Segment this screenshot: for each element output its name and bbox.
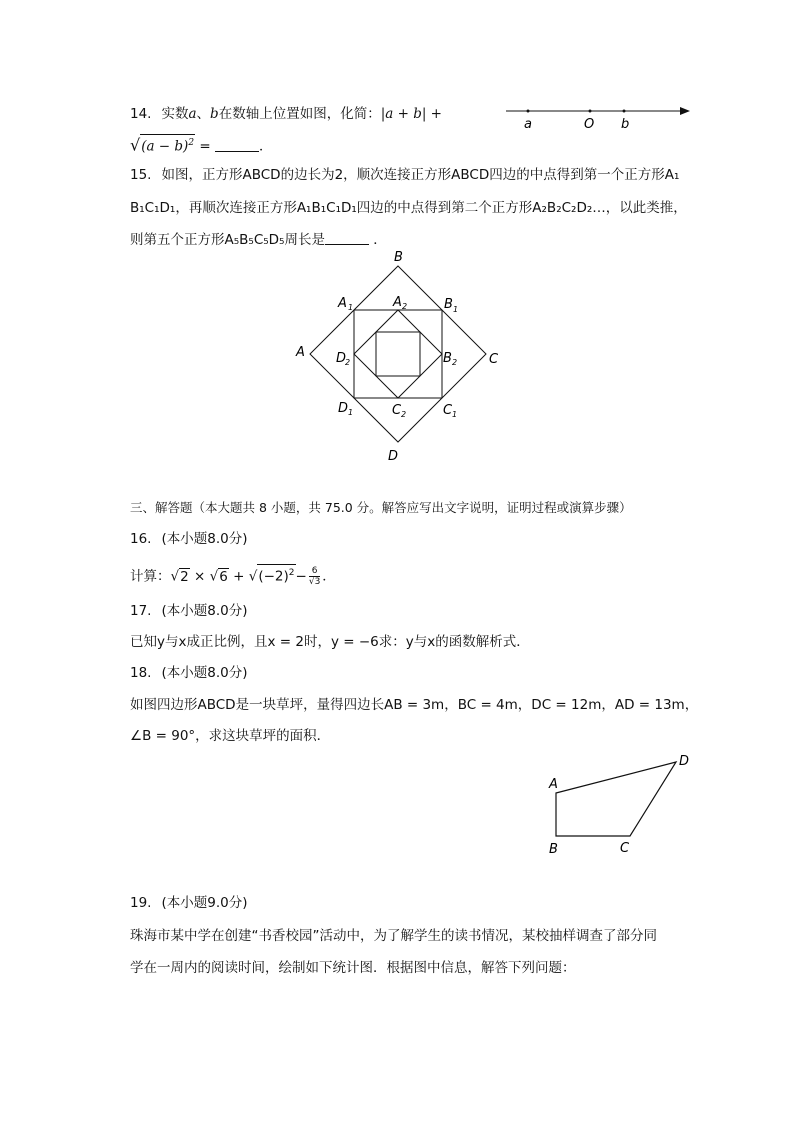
label-A1-sub: 1 — [348, 303, 354, 312]
quad-abcd — [556, 762, 676, 836]
label-b: b — [621, 117, 630, 132]
q14-end: ． — [258, 138, 273, 155]
q19-line2-text: 学在一周内的阅读时间，绘制如下统计图．根据图中信息，解答下列问题： — [130, 960, 576, 976]
label-D2-sub: 2 — [345, 358, 351, 367]
q14-radical — [140, 134, 195, 155]
q14-var-b: b — [210, 106, 219, 122]
q17-header — [130, 601, 248, 621]
q19-number: 19. — [130, 895, 152, 911]
label-B1: B — [444, 297, 453, 312]
label-C2-sub: 2 — [401, 410, 407, 419]
q16-frac-num: 6 — [309, 566, 320, 577]
label-A: A — [296, 345, 305, 360]
q14-sep: 、 — [196, 106, 211, 122]
q16-frac-den: 3 — [314, 577, 321, 587]
section-3-title-text: 三、解答题（本大题共 8 小题，共 75.0 分。解答应写出文字说明，证明过程或演算步骤） — [130, 500, 632, 515]
q14-answer-blank — [215, 139, 259, 152]
q18-line2 — [130, 726, 330, 746]
q16-exp: 2 — [288, 568, 295, 578]
q14-text-b: 在数轴上位置如图，化简： — [218, 106, 381, 122]
point-a — [527, 110, 530, 113]
label-o: O — [584, 117, 595, 132]
q14-text-a: 实数 — [161, 106, 189, 122]
q15-line2-text: B₁C₁D₁，再顺次连接正方形A₁B₁C₁D₁四边的中点得到第二个正方形A₂B₂C₂D₂…，以此类推， — [130, 200, 687, 216]
q18-number: 18. — [130, 665, 152, 681]
q16-minus: − — [295, 568, 307, 585]
label-C1: C — [443, 403, 453, 418]
q16-end: ． — [322, 568, 336, 585]
label-B: B — [394, 250, 403, 265]
label-D1-sub: 1 — [348, 408, 354, 417]
q18-score: (本小题8.0分) — [161, 665, 248, 681]
label-D: D — [388, 449, 399, 464]
label-B1-sub: 1 — [453, 305, 459, 314]
square-a2b2c2d2 — [354, 310, 442, 398]
q18-quadrilateral-figure — [540, 750, 700, 860]
q15-line3-end: ． — [373, 232, 387, 248]
section-3-title — [130, 498, 632, 518]
label-A2-sub: 2 — [402, 302, 408, 311]
point-o — [589, 110, 592, 113]
q16-prefix: 计算： — [130, 568, 171, 585]
q15-line1 — [130, 165, 679, 185]
label-C: C — [489, 352, 499, 367]
q18-line2-text: ∠B = 90°，求这块草坪的面积． — [130, 728, 331, 744]
q16-times: × — [194, 568, 206, 585]
q15-line2 — [130, 198, 687, 218]
label-D2: D — [336, 351, 347, 366]
q15-answer-blank — [325, 232, 369, 245]
q16-expression: 计算：$√2 \times √6 + √(-2)^2-$ $\frac{6}{√3}$ ． — [130, 566, 336, 587]
label-B2-sub: 2 — [452, 358, 458, 367]
q15-number: 15. — [130, 167, 152, 183]
q16-r1: 2 — [180, 568, 189, 585]
label-A1: A — [338, 296, 347, 311]
square-a1b1c1d1 — [354, 310, 442, 398]
q16-number: 16. — [130, 531, 152, 547]
q17-score: (本小题8.0分) — [161, 603, 248, 619]
q15-line3-text: 则第五个正方形A₅B₅C₅D₅周长是 — [130, 232, 325, 248]
q14-exp: 2 — [188, 138, 195, 148]
point-b — [623, 110, 626, 113]
label-A2: A — [393, 295, 402, 310]
q16-score: (本小题8.0分) — [161, 531, 248, 547]
q19-score: (本小题9.0分) — [161, 895, 248, 911]
q14-var-a: a — [188, 106, 197, 122]
q14-eq: = — [199, 138, 211, 155]
q19-header — [130, 893, 248, 913]
q17-text-content: 已知y与x成正比例，且x = 2时，y = −6求：y与x的函数解析式． — [130, 634, 530, 650]
q16-fraction: $\frac{6}{√3}$ — [308, 566, 321, 587]
q19-line1 — [130, 926, 657, 946]
label-C2: C — [392, 403, 402, 418]
q18-label-A: A — [549, 777, 558, 792]
q15-line1-text: 如图，正方形ABCD的边长为2，顺次连接正方形ABCD四边的中点得到第一个正方形A₁ — [161, 167, 680, 183]
q14-expr1: |a + b| + — [380, 106, 442, 122]
q14-line2: $√(a - b)^2$ = ． — [130, 135, 273, 155]
q14-number-line — [500, 100, 700, 132]
q19-line2 — [130, 958, 576, 978]
q18-label-D: D — [679, 754, 690, 769]
label-D1: D — [338, 401, 349, 416]
square-a3b3c3d3 — [376, 332, 420, 376]
q14-line1 — [130, 104, 442, 124]
q18-line1-text: 如图四边形ABCD是一块草坪，量得四边长AB = 3m，BC = 4m，DC = 12m，AD = 13m， — [130, 697, 699, 713]
q16-plus: + — [233, 568, 245, 585]
q18-label-C: C — [620, 841, 630, 856]
q18-header — [130, 663, 248, 683]
label-B2: B — [443, 351, 452, 366]
q17-text — [130, 632, 530, 652]
q14-number: 14. — [130, 106, 152, 122]
q18-line1 — [130, 695, 698, 715]
q15-square-figure — [290, 246, 510, 466]
q17-number: 17. — [130, 603, 152, 619]
label-a: a — [524, 117, 532, 132]
q18-label-B: B — [549, 842, 558, 857]
axis-arrow — [680, 107, 690, 115]
q16-header — [130, 529, 248, 549]
q14-expr2: (a − b) — [141, 138, 189, 155]
label-C1-sub: 1 — [452, 410, 458, 419]
q16-r2: 6 — [219, 568, 228, 585]
q16-r3: (−2) — [258, 568, 289, 585]
q19-line1-text: 珠海市某中学在创建“书香校园”活动中，为了解学生的读书情况，某校抽样调查了部分同 — [130, 928, 657, 944]
